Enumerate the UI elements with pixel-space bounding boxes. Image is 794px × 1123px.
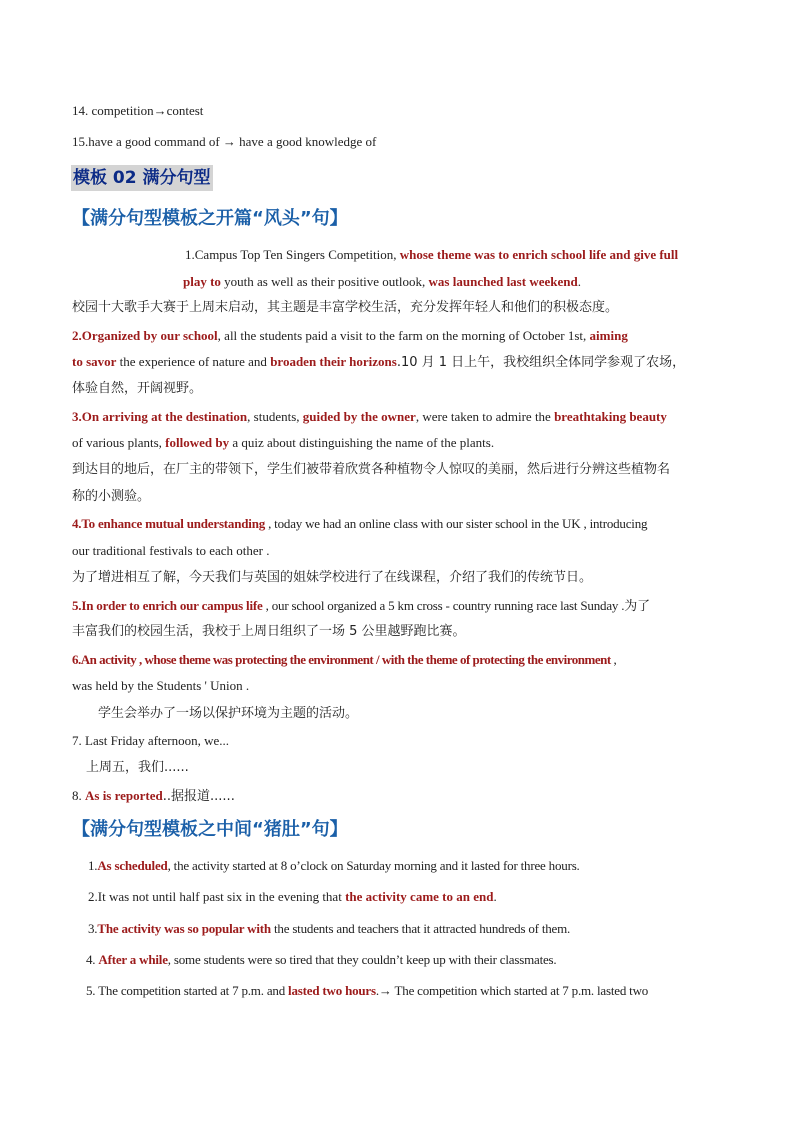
section-title-middle: 【满分句型模板之中间“猪肚”句】 bbox=[72, 819, 348, 840]
middle-sentence-1 bbox=[88, 857, 724, 875]
key-phrase: to savor bbox=[72, 354, 117, 369]
sentence-1-line-2 bbox=[183, 273, 724, 291]
sentence-text: , bbox=[610, 652, 617, 667]
key-phrase: was launched last weekend bbox=[428, 274, 578, 289]
key-phrase: 2.Organized by our school bbox=[72, 328, 218, 343]
sentence-text: 3. bbox=[88, 921, 98, 936]
list-item-15: 15.have a good command of → have a good knowledge of bbox=[72, 134, 377, 149]
sentence-text: 1. bbox=[88, 858, 98, 873]
key-phrase: followed by bbox=[165, 435, 230, 450]
sentence-translation: ..据报道...... bbox=[162, 789, 235, 804]
sentence-2-line-2 bbox=[72, 353, 724, 372]
sentence-text: the experience of nature and bbox=[116, 354, 271, 369]
sentence-2-translation: 体验自然，开阔视野。 bbox=[72, 381, 203, 396]
sentence-text: 5. The competition started at 7 p.m. and bbox=[86, 983, 289, 998]
middle-sentence-3 bbox=[88, 920, 724, 938]
section-title-opening: 【满分句型模板之开篇“风头”句】 bbox=[72, 208, 348, 229]
sentence-2-line-1 bbox=[72, 327, 724, 345]
template-heading: 模板 02 满分句型 bbox=[71, 165, 213, 191]
sentence-1-line-1 bbox=[185, 246, 724, 264]
key-phrase: The activity was so popular with bbox=[97, 921, 271, 936]
sentence-text: . bbox=[577, 274, 581, 289]
sentence-text: , today we had an online class with our sister school in the UK , introducing bbox=[265, 516, 648, 531]
key-phrase: play to bbox=[183, 274, 221, 289]
middle-sentence-5 bbox=[86, 982, 724, 1000]
sentence-text: .→ The competition which started at 7 p.m. lasted two bbox=[375, 983, 649, 998]
key-phrase: 4.To enhance mutual understanding bbox=[72, 516, 266, 531]
sentence-3-translation-line-2: 称的小测验。 bbox=[72, 489, 151, 504]
sentence-text: , were taken to admire the bbox=[415, 409, 555, 424]
sentence-8 bbox=[72, 787, 724, 806]
sentence-text: 8. bbox=[72, 788, 85, 803]
key-phrase: 6.An activity , whose theme was protecting the environment / with the theme of protecting the environment bbox=[72, 652, 611, 667]
sentence-text: , some students were so tired that they couldn’t keep up with their classmates. bbox=[167, 952, 557, 967]
sentence-text: youth as well as their positive outlook, bbox=[220, 274, 429, 289]
key-phrase: 5.In order to enrich our campus life bbox=[72, 598, 266, 613]
sentence-text: 4. bbox=[86, 952, 99, 967]
sentence-text: , students, bbox=[247, 409, 303, 424]
sentence-4-line-1 bbox=[72, 515, 724, 533]
sentence-translation: .10 月 1 日上午，我校组织全体同学参观了农场， bbox=[396, 355, 686, 370]
sentence-text: of various plants, bbox=[72, 435, 166, 450]
sentence-7-english: 7. Last Friday afternoon, we... bbox=[72, 733, 230, 748]
key-phrase: As is reported bbox=[85, 788, 163, 803]
sentence-7-translation: 上周五，我们...... bbox=[86, 760, 189, 775]
sentence-3-line-2 bbox=[72, 434, 724, 452]
sentence-text: 2.It was not until half past six in the evening that bbox=[88, 889, 346, 904]
sentence-6-translation: 学生会举办了一场以保护环境为主题的活动。 bbox=[98, 706, 359, 721]
sentence-5-translation: 丰富我们的校园生活，我校于上周日组织了一场 5 公里越野跑比赛。 bbox=[72, 624, 466, 639]
key-phrase: whose theme was to enrich school life and give full bbox=[399, 247, 679, 262]
sentence-5-line-1 bbox=[72, 597, 724, 615]
sentence-3-translation-line-1: 到达目的地后，在厂主的带领下，学生们被带着欣赏各种植物令人惊叹的美丽，然后进行分辨这些植物名 bbox=[72, 462, 671, 477]
sentence-text: the students and teachers that it attracted hundreds of them. bbox=[270, 921, 571, 936]
key-phrase: aiming bbox=[589, 328, 628, 343]
sentence-text: , all the students paid a visit to the farm on the morning of October 1st, bbox=[217, 328, 590, 343]
sentence-text: , the activity started at 8 o’clock on Saturday morning and it lasted for three hours. bbox=[167, 858, 580, 873]
sentence-text: . bbox=[493, 889, 497, 904]
list-item-14: 14. competition→contest bbox=[72, 103, 204, 118]
sentence-4-translation: 为了增进相互了解，今天我们与英国的姐妹学校进行了在线课程，介绍了我们的传统节日。 bbox=[72, 570, 593, 585]
sentence-6-line-1 bbox=[72, 651, 724, 669]
key-phrase: 3.On arriving at the destination bbox=[72, 409, 248, 424]
sentence-4-line-2: our traditional festivals to each other . bbox=[72, 543, 270, 558]
middle-sentence-2 bbox=[88, 888, 724, 906]
key-phrase: breathtaking beauty bbox=[554, 409, 667, 424]
key-phrase: broaden their horizons bbox=[270, 354, 397, 369]
sentence-text: 1.Campus Top Ten Singers Competition, bbox=[185, 247, 400, 262]
sentence-text: a quiz about distinguishing the name of the plants. bbox=[229, 435, 495, 450]
key-phrase: After a while bbox=[98, 952, 168, 967]
sentence-1-translation: 校园十大歌手大赛于上周末启动，其主题是丰富学校生活，充分发挥年轻人和他们的积极态度。 bbox=[72, 300, 619, 315]
middle-sentence-4 bbox=[86, 951, 724, 969]
key-phrase: As scheduled bbox=[97, 858, 168, 873]
sentence-text: , our school organized a 5 km cross - country running race last Sunday .为了 bbox=[265, 598, 650, 613]
sentence-3-line-1 bbox=[72, 408, 724, 426]
sentence-6-line-2: was held by the Students ' Union . bbox=[72, 678, 250, 693]
key-phrase: guided by the owner bbox=[302, 409, 416, 424]
key-phrase: lasted two hours bbox=[288, 983, 376, 998]
key-phrase: the activity came to an end bbox=[345, 889, 494, 904]
